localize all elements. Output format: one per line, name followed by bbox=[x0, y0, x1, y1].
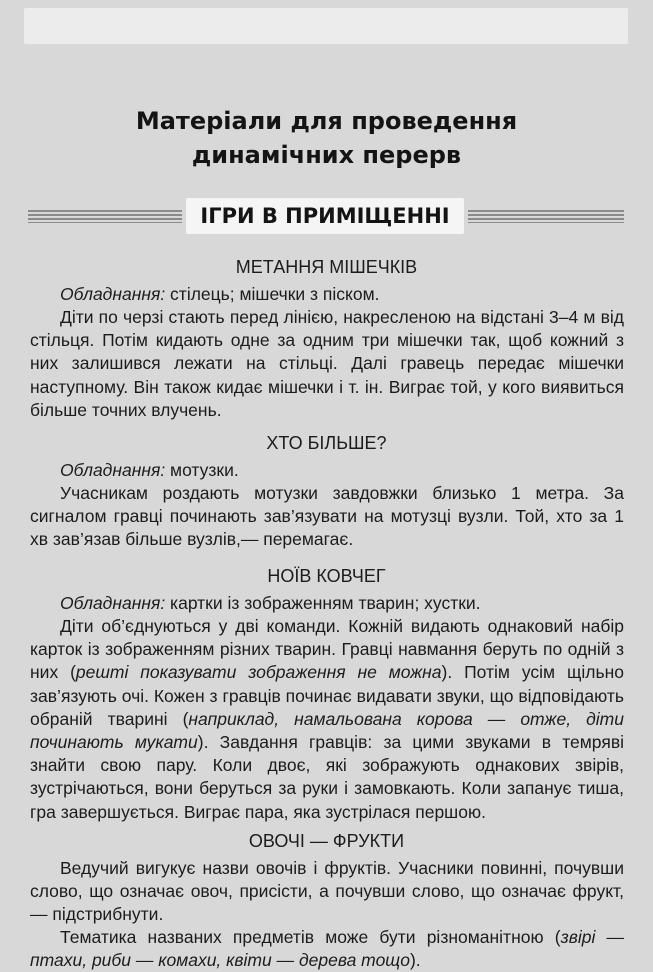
equipment-line bbox=[30, 459, 624, 482]
top-bar bbox=[24, 8, 628, 44]
game-title-bag-throwing: МЕТАННЯ МІШЕЧКІВ bbox=[235, 257, 418, 277]
equipment-label: Обладнання: bbox=[60, 284, 166, 304]
text-part: ). Потім усім щільно зав’язують очі. Кожен з гравців починає видавати звуки, що відповідають обраній тварині ( bbox=[30, 662, 624, 729]
game-description: Учасникам роздають мотузки завдовжки близько 1 метра. За сигналом гравці починають зав’язувати на мотузці вузли. Той, хто за 1 хв зав’язав більше вузлів,— перемагає. bbox=[30, 483, 624, 550]
equipment-text: стілець; мішечки з піском. bbox=[165, 284, 380, 304]
text-part: Тематика названих предметів може бути різноманітною ( bbox=[60, 927, 561, 947]
game-note bbox=[30, 926, 624, 972]
section-banner bbox=[28, 198, 624, 234]
text-part: ). bbox=[409, 950, 421, 971]
game-description: Діти по черзі стають перед лінією, накресленою на відстані 3–4 м від стільця. Потім кидають одне за одним три мішечки так, щоб кожний з них залишився лежати на стільці. Далі гравець передає мішечки наступному. Він також кидає мішечки і т. ін. Виграє той, у кого виявиться більше точних влучень. bbox=[30, 307, 624, 420]
equipment-line bbox=[30, 592, 624, 615]
game-title-noahs-ark: НОЇВ КОВЧЕГ bbox=[267, 566, 386, 586]
text-italic: решті показувати зображення не можна bbox=[75, 662, 442, 683]
text-part: ). Завдання гравців: за цими звуками в темряві знайти свою пару. Коли двоє, які зображують однакових звірів, зустрічаються, вони беруться за руки і замовкають. Коли запанує тиша, гра завершується. Виграє пара, яка зустрілася першою. bbox=[30, 732, 625, 822]
game-title-who-more: ХТО БІЛЬШЕ? bbox=[266, 433, 387, 453]
text-italic: звірі — птахи, риби — комахи, квіти — дерева тощо bbox=[30, 927, 624, 971]
page-title-line-1: Матеріали для проведення bbox=[135, 107, 518, 135]
banner-stripes-right bbox=[468, 210, 624, 223]
equipment-label: Обладнання: bbox=[60, 593, 166, 613]
banner-heading: ІГРИ В ПРИМІЩЕННІ bbox=[186, 198, 464, 234]
banner-stripes-left bbox=[28, 210, 182, 223]
equipment-text: картки із зображенням тварин; хустки. bbox=[165, 593, 481, 613]
text-italic: наприклад, намальована корова — отже, діти починають мукати bbox=[30, 708, 624, 753]
equipment-text: мотузки. bbox=[165, 460, 239, 480]
equipment-label: Обладнання: bbox=[60, 460, 166, 480]
page-title-line-2: динамічних перерв bbox=[191, 141, 462, 169]
game-title-vegetables-fruits: ОВОЧІ — ФРУКТИ bbox=[248, 831, 405, 851]
game-description: Ведучий вигукує назви овочів і фруктів. Учасники повинні, почувши слово, що означає овоч, присісти, а почувши слово, що означає фрукт,— підстрибнути. bbox=[30, 858, 624, 925]
text-part: Діти об’єднуються у дві команди. Кожній видають однаковий набір карток із зображенням різних тварин. Гравці навмання беруть по одній з них ( bbox=[30, 616, 624, 683]
game-description bbox=[30, 615, 624, 824]
equipment-line bbox=[30, 283, 624, 306]
